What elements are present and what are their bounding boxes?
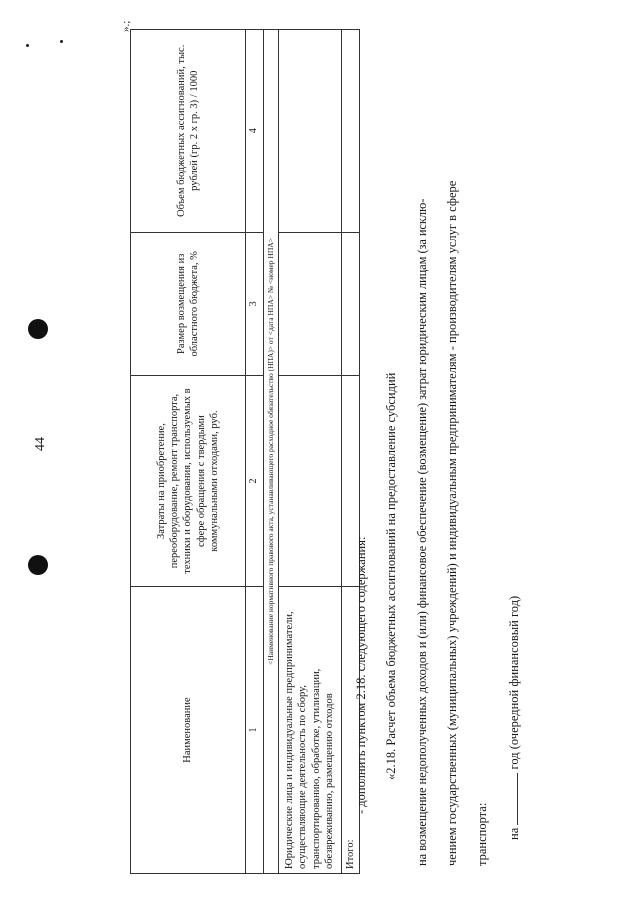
row-c3 (278, 232, 341, 375)
line6-suffix: год (очередной финансовый год) (507, 595, 521, 770)
year-blank (505, 773, 518, 825)
npa-text: <Наименование нормативного правового акта, устанавливающего расходное обязательство (НПА)> от <дата НПА> № <номер НПА> (263, 30, 278, 874)
col-num-3: 3 (246, 232, 264, 375)
column-number-row (246, 30, 264, 874)
table-row (278, 30, 341, 874)
text-line-3: на возмещение недополученных доходов и (или) финансовое обеспечение (возмещение) затрат юридическим лицам (за исклю- (415, 198, 429, 866)
scan-speck (26, 44, 29, 47)
line6-prefix: на (507, 827, 521, 840)
col-num-1: 1 (246, 587, 264, 874)
row-c4 (278, 30, 341, 233)
header-name: Наименование (131, 587, 246, 874)
col-num-2: 2 (246, 376, 264, 587)
binder-hole-top (28, 319, 48, 339)
header-costs: Затраты на приобретение, переоборудование, ремонт транспорта, техники и оборудования, используемых в сфере обращения с твердыми коммунальными отходами, руб. (131, 376, 246, 587)
binder-hole-bottom (28, 555, 48, 575)
text-line-2: «2.18. Расчет объема бюджетных ассигнований на предоставление субсидий (384, 372, 398, 780)
header-allocations: Объем бюджетных ассигнований, тыс. рублей (гр. 2 x гр. 3) / 1000 (131, 30, 246, 233)
scan-speck (60, 40, 63, 43)
table-header-row (131, 30, 246, 874)
total-c3 (341, 232, 359, 375)
text-line-5: транспорта: (475, 802, 489, 866)
header-reimbursement: Размер возмещения из областного бюджета, % (131, 232, 246, 375)
npa-row (263, 30, 278, 874)
row-name: Юридические лица и индивидуальные предприниматели, осуществляющие деятельность по сбору, транспортированию, обработке, утилизации, обезвреживанию, размещению отходов (278, 587, 341, 874)
closing-mark: ».; (120, 20, 132, 32)
text-line-6 (505, 596, 522, 840)
text-line-1: - дополнить пунктом 2.18. следующего содержания: (354, 536, 368, 814)
total-label: Итого: (341, 587, 359, 874)
col-num-4: 4 (246, 30, 264, 233)
page-number: 44 (33, 437, 48, 451)
total-c4 (341, 30, 359, 233)
row-c2 (278, 376, 341, 587)
budget-table (130, 29, 360, 874)
text-line-4: чением государственных (муниципальных) учреждений) и индивидуальным предпринимателям - производителям услуг в сфере (445, 180, 459, 866)
rotated-content (120, 20, 530, 880)
